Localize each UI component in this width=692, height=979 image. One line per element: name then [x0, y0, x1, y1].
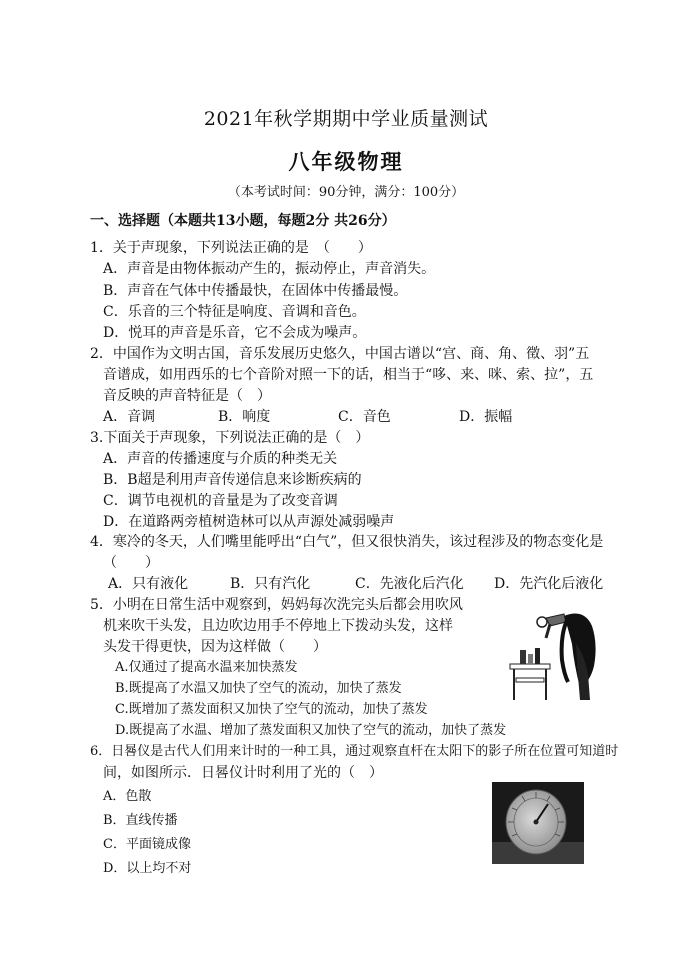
sundial-photo	[492, 782, 584, 864]
q1-stem: 1．关于声现象，下列说法正确的是 （ ）	[90, 240, 372, 256]
q1-option-a: A．声音是由物体振动产生的，振动停止，声音消失。	[103, 261, 436, 277]
subject-title: 八年级物理	[288, 149, 404, 174]
q2-option-c: C．音色	[338, 409, 391, 425]
q3-option-a: A．声音的传播速度与介质的种类无关	[103, 451, 338, 467]
q4-stem-line1: 4．寒冷的冬天，人们嘴里能呼出“白气”，但又很快消失，该过程涉及的物态变化是	[90, 534, 604, 550]
q1-option-c: C．乐音的三个特征是响度、音调和音色。	[103, 304, 366, 320]
q4-option-b: B．只有汽化	[230, 576, 311, 592]
q4-option-d: D．先汽化后液化	[494, 576, 604, 592]
q5-option-d: D.既提高了水温、增加了蒸发面积又加快了空气的流动，加快了蒸发	[115, 723, 507, 738]
section-heading: 一、选择题（本题共13小题，每题2分 共26分）	[90, 213, 396, 229]
q5-stem-line3: 头发干得更快，因为这样做（ ）	[103, 639, 327, 655]
q2-option-b: B．响度	[218, 409, 271, 425]
q5-option-b: B.既提高了水温又加快了空气的流动，加快了蒸发	[115, 681, 402, 696]
q6-stem-line1: 6．日晷仪是古代人们用来计时的一种工具，通过观察直杆在太阳下的影子所在位置可知道时	[90, 744, 619, 759]
q6-option-c: C．平面镜成像	[103, 837, 191, 852]
q3-stem: 3.下面关于声现象，下列说法正确的是（ ）	[90, 430, 370, 446]
q4-option-a: A．只有液化	[108, 576, 189, 592]
q4-stem-line2: （ ）	[103, 555, 159, 571]
q3-option-b: B．B超是利用声音传递信息来诊断疾病的	[103, 472, 362, 488]
hair-dryer-figure	[506, 604, 606, 706]
q1-option-d: D．悦耳的声音是乐音，它不会成为噪声。	[103, 325, 367, 341]
q4-option-c: C．先液化后汽化	[355, 576, 464, 592]
q2-stem-line3: 音反映的声音特征是（ ）	[103, 388, 271, 404]
q6-option-a: A．色散	[103, 789, 152, 804]
q3-option-d: D．在道路两旁植树造林可以从声源处减弱噪声	[103, 514, 395, 530]
q6-option-b: B．直线传播	[103, 813, 178, 828]
q2-stem-line2: 音谱成，如用西乐的七个音阶对照一下的话，相当于“哆、来、咪、索、拉”，五	[103, 367, 594, 383]
q6-option-d: D．以上均不对	[103, 861, 192, 876]
q3-option-c: C．调节电视机的音量是为了改变音调	[103, 493, 338, 509]
exam-info: （本考试时间：90分钟，满分：100分）	[227, 185, 465, 200]
q2-stem-line1: 2．中国作为文明古国，音乐发展历史悠久，中国古谱以“宫、商、角、徵、羽”五	[90, 346, 590, 362]
page-title: 2021年秋学期期中学业质量测试	[203, 108, 489, 130]
q5-option-c: C.既增加了蒸发面积又加快了空气的流动，加快了蒸发	[115, 702, 428, 717]
q6-stem-line2: 间，如图所示．日晷仪计时利用了光的（ ）	[103, 765, 383, 781]
q2-option-a: A．音调	[103, 409, 156, 425]
q1-option-b: B．声音在气体中传播最快，在固体中传播最慢。	[103, 283, 408, 299]
q2-option-d: D．振幅	[459, 409, 513, 425]
q5-stem-line2: 机来吹干头发，且边吹边用手不停地上下拨动头发，这样	[103, 618, 453, 634]
q5-option-a: A.仅通过了提高水温来加快蒸发	[115, 660, 298, 675]
q5-stem-line1: 5．小明在日常生活中观察到，妈妈每次洗完头后都会用吹风	[90, 597, 463, 613]
